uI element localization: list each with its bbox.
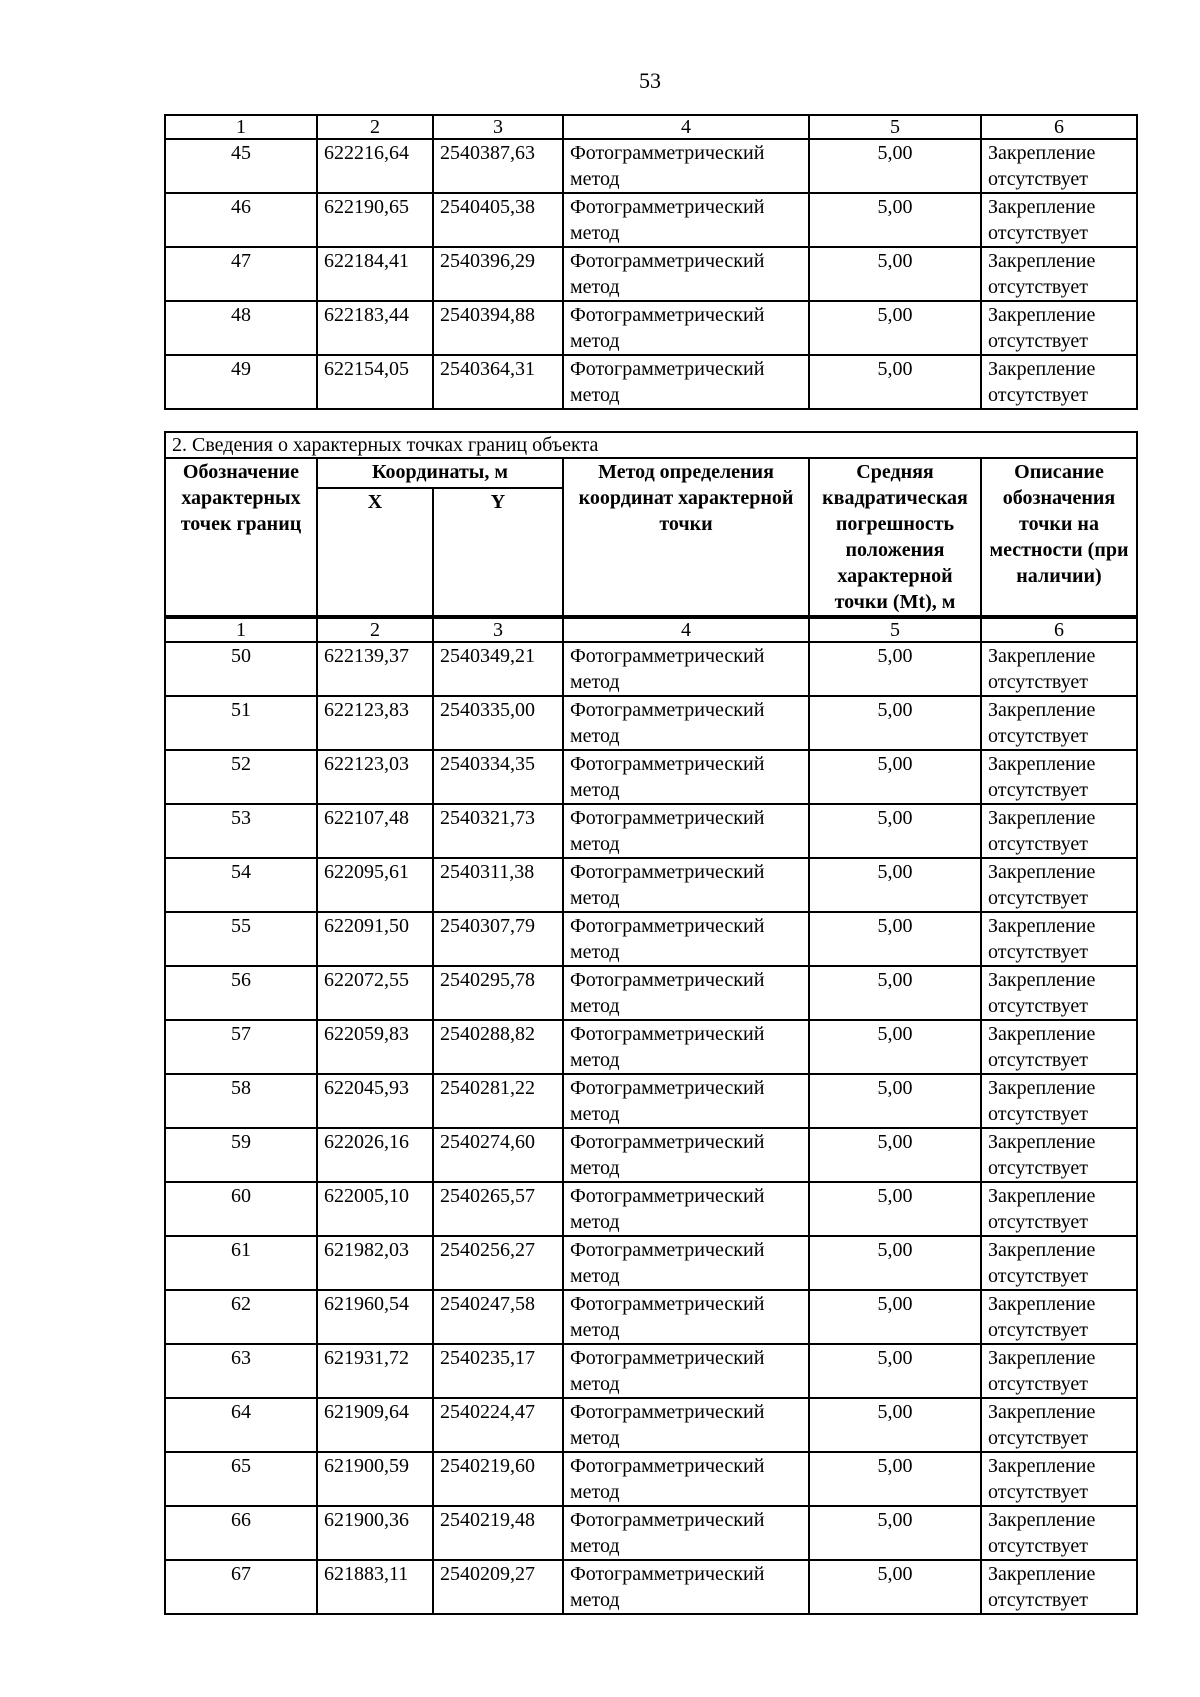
- y-coordinate: 2540335,00: [433, 696, 563, 750]
- x-coordinate: 621900,59: [317, 1452, 433, 1506]
- point-number: 63: [165, 1344, 317, 1398]
- characteristic-points-table: [164, 617, 1138, 1615]
- mean-square-error: 5,00: [809, 1560, 981, 1614]
- x-coordinate: 621909,64: [317, 1398, 433, 1452]
- mean-square-error: 5,00: [809, 1290, 981, 1344]
- method: Фотограмметрический метод: [563, 1452, 809, 1506]
- point-number: 61: [165, 1236, 317, 1290]
- method: Фотограмметрический метод: [563, 1560, 809, 1614]
- point-number: 54: [165, 858, 317, 912]
- mean-square-error: 5,00: [809, 858, 981, 912]
- y-coordinate: 2540349,21: [433, 642, 563, 696]
- point-description: Закрепление отсутствует: [981, 858, 1137, 912]
- table-row: [165, 247, 1137, 301]
- x-coordinate: 622123,83: [317, 696, 433, 750]
- point-number: 49: [165, 355, 317, 409]
- point-description: Закрепление отсутствует: [981, 1506, 1137, 1560]
- table-row: [165, 750, 1137, 804]
- header-coordinates: Координаты, м: [317, 458, 563, 488]
- x-coordinate: 621883,11: [317, 1560, 433, 1614]
- point-description: Закрепление отсутствует: [981, 247, 1137, 301]
- header-x: X: [317, 488, 433, 616]
- mean-square-error: 5,00: [809, 1344, 981, 1398]
- section-caption: 2. Сведения о характерных точках границ объекта: [165, 432, 1137, 458]
- y-coordinate: 2540405,38: [433, 193, 563, 247]
- method: Фотограмметрический метод: [563, 247, 809, 301]
- column-number: 4: [563, 115, 809, 139]
- mean-square-error: 5,00: [809, 804, 981, 858]
- point-number: 46: [165, 193, 317, 247]
- y-coordinate: 2540209,27: [433, 1560, 563, 1614]
- header-error: Средняя квадратическая погрешность положения характерной точки (Mt), м: [809, 458, 981, 616]
- point-description: Закрепление отсутствует: [981, 750, 1137, 804]
- point-number: 67: [165, 1560, 317, 1614]
- column-number: 5: [809, 618, 981, 642]
- x-coordinate: 622095,61: [317, 858, 433, 912]
- y-coordinate: 2540247,58: [433, 1290, 563, 1344]
- mean-square-error: 5,00: [809, 642, 981, 696]
- y-coordinate: 2540334,35: [433, 750, 563, 804]
- y-coordinate: 2540288,82: [433, 1020, 563, 1074]
- x-coordinate: 622183,44: [317, 301, 433, 355]
- table-row: [165, 355, 1137, 409]
- x-coordinate: 622045,93: [317, 1074, 433, 1128]
- point-number: 47: [165, 247, 317, 301]
- x-coordinate: 622091,50: [317, 912, 433, 966]
- mean-square-error: 5,00: [809, 1074, 981, 1128]
- method: Фотограмметрический метод: [563, 193, 809, 247]
- table-row: [165, 858, 1137, 912]
- method: Фотограмметрический метод: [563, 1506, 809, 1560]
- method: Фотограмметрический метод: [563, 750, 809, 804]
- header-y: Y: [433, 488, 563, 616]
- point-description: Закрепление отсутствует: [981, 966, 1137, 1020]
- mean-square-error: 5,00: [809, 1452, 981, 1506]
- table-row: [165, 804, 1137, 858]
- y-coordinate: 2540281,22: [433, 1074, 563, 1128]
- method: Фотограмметрический метод: [563, 966, 809, 1020]
- mean-square-error: 5,00: [809, 247, 981, 301]
- column-number: 3: [433, 115, 563, 139]
- method: Фотограмметрический метод: [563, 858, 809, 912]
- x-coordinate: 622216,64: [317, 139, 433, 193]
- mean-square-error: 5,00: [809, 966, 981, 1020]
- mean-square-error: 5,00: [809, 912, 981, 966]
- point-description: Закрепление отсутствует: [981, 1074, 1137, 1128]
- x-coordinate: 622005,10: [317, 1182, 433, 1236]
- y-coordinate: 2540364,31: [433, 355, 563, 409]
- y-coordinate: 2540224,47: [433, 1398, 563, 1452]
- column-number: 4: [563, 618, 809, 642]
- column-number: 2: [317, 618, 433, 642]
- method: Фотограмметрический метод: [563, 1020, 809, 1074]
- mean-square-error: 5,00: [809, 301, 981, 355]
- point-number: 53: [165, 804, 317, 858]
- method: Фотограмметрический метод: [563, 301, 809, 355]
- column-number: 1: [165, 115, 317, 139]
- point-description: Закрепление отсутствует: [981, 696, 1137, 750]
- column-number-row: [165, 115, 1137, 139]
- x-coordinate: 622154,05: [317, 355, 433, 409]
- point-description: Закрепление отсутствует: [981, 1398, 1137, 1452]
- column-number: 1: [165, 618, 317, 642]
- table-row: [165, 139, 1137, 193]
- characteristic-points-header-table: [164, 431, 1138, 617]
- table-row: [165, 1020, 1137, 1074]
- mean-square-error: 5,00: [809, 139, 981, 193]
- x-coordinate: 622059,83: [317, 1020, 433, 1074]
- table-row: [165, 1290, 1137, 1344]
- point-description: Закрепление отсутствует: [981, 1128, 1137, 1182]
- mean-square-error: 5,00: [809, 750, 981, 804]
- point-number: 57: [165, 1020, 317, 1074]
- method: Фотограмметрический метод: [563, 1344, 809, 1398]
- x-coordinate: 622026,16: [317, 1128, 433, 1182]
- method: Фотограмметрический метод: [563, 139, 809, 193]
- y-coordinate: 2540265,57: [433, 1182, 563, 1236]
- table-row: [165, 642, 1137, 696]
- mean-square-error: 5,00: [809, 1020, 981, 1074]
- table-row: [165, 301, 1137, 355]
- y-coordinate: 2540219,60: [433, 1452, 563, 1506]
- table-row: [165, 966, 1137, 1020]
- method: Фотограмметрический метод: [563, 1182, 809, 1236]
- x-coordinate: 621982,03: [317, 1236, 433, 1290]
- x-coordinate: 622139,37: [317, 642, 433, 696]
- point-description: Закрепление отсутствует: [981, 1290, 1137, 1344]
- y-coordinate: 2540274,60: [433, 1128, 563, 1182]
- x-coordinate: 622072,55: [317, 966, 433, 1020]
- x-coordinate: 621931,72: [317, 1344, 433, 1398]
- x-coordinate: 621900,36: [317, 1506, 433, 1560]
- mean-square-error: 5,00: [809, 1398, 981, 1452]
- point-number: 56: [165, 966, 317, 1020]
- column-number: 6: [981, 618, 1137, 642]
- y-coordinate: 2540387,63: [433, 139, 563, 193]
- method: Фотограмметрический метод: [563, 1398, 809, 1452]
- point-number: 55: [165, 912, 317, 966]
- header-method: Метод определения координат характерной точки: [563, 458, 809, 616]
- table-row: [165, 193, 1137, 247]
- page-number: 53: [639, 68, 661, 93]
- table-row: [165, 1506, 1137, 1560]
- y-coordinate: 2540396,29: [433, 247, 563, 301]
- point-description: Закрепление отсутствует: [981, 912, 1137, 966]
- point-description: Закрепление отсутствует: [981, 1182, 1137, 1236]
- coordinates-table-continued: [164, 114, 1138, 410]
- method: Фотограмметрический метод: [563, 696, 809, 750]
- mean-square-error: 5,00: [809, 193, 981, 247]
- point-number: 45: [165, 139, 317, 193]
- point-number: 64: [165, 1398, 317, 1452]
- mean-square-error: 5,00: [809, 355, 981, 409]
- point-description: Закрепление отсутствует: [981, 1236, 1137, 1290]
- point-description: Закрепление отсутствует: [981, 1020, 1137, 1074]
- y-coordinate: 2540235,17: [433, 1344, 563, 1398]
- mean-square-error: 5,00: [809, 1506, 981, 1560]
- y-coordinate: 2540307,79: [433, 912, 563, 966]
- point-number: 52: [165, 750, 317, 804]
- column-number: 5: [809, 115, 981, 139]
- y-coordinate: 2540256,27: [433, 1236, 563, 1290]
- y-coordinate: 2540394,88: [433, 301, 563, 355]
- table-row: [165, 1074, 1137, 1128]
- x-coordinate: 622107,48: [317, 804, 433, 858]
- y-coordinate: 2540295,78: [433, 966, 563, 1020]
- method: Фотограмметрический метод: [563, 912, 809, 966]
- table-row: [165, 1344, 1137, 1398]
- point-description: Закрепление отсутствует: [981, 804, 1137, 858]
- point-description: Закрепление отсутствует: [981, 139, 1137, 193]
- mean-square-error: 5,00: [809, 1182, 981, 1236]
- column-number-row: [165, 618, 1137, 642]
- point-number: 58: [165, 1074, 317, 1128]
- y-coordinate: 2540311,38: [433, 858, 563, 912]
- table-row: [165, 1560, 1137, 1614]
- x-coordinate: 622190,65: [317, 193, 433, 247]
- y-coordinate: 2540321,73: [433, 804, 563, 858]
- column-number: 6: [981, 115, 1137, 139]
- x-coordinate: 622184,41: [317, 247, 433, 301]
- method: Фотограмметрический метод: [563, 355, 809, 409]
- table-row: [165, 1128, 1137, 1182]
- x-coordinate: 621960,54: [317, 1290, 433, 1344]
- mean-square-error: 5,00: [809, 696, 981, 750]
- table-row: [165, 1452, 1137, 1506]
- table-row: [165, 696, 1137, 750]
- point-description: Закрепление отсутствует: [981, 1344, 1137, 1398]
- method: Фотограмметрический метод: [563, 804, 809, 858]
- method: Фотограмметрический метод: [563, 642, 809, 696]
- point-description: Закрепление отсутствует: [981, 642, 1137, 696]
- mean-square-error: 5,00: [809, 1236, 981, 1290]
- point-number: 59: [165, 1128, 317, 1182]
- header-description: Описание обозначения точки на местности (при наличии): [981, 458, 1137, 616]
- method: Фотограмметрический метод: [563, 1290, 809, 1344]
- point-number: 66: [165, 1506, 317, 1560]
- mean-square-error: 5,00: [809, 1128, 981, 1182]
- point-number: 51: [165, 696, 317, 750]
- point-description: Закрепление отсутствует: [981, 355, 1137, 409]
- method: Фотограмметрический метод: [563, 1236, 809, 1290]
- point-number: 60: [165, 1182, 317, 1236]
- point-description: Закрепление отсутствует: [981, 1560, 1137, 1614]
- point-description: Закрепление отсутствует: [981, 193, 1137, 247]
- table-row: [165, 1182, 1137, 1236]
- header-point: Обозначение характерных точек границ: [165, 458, 317, 616]
- point-number: 62: [165, 1290, 317, 1344]
- table-row: [165, 1398, 1137, 1452]
- column-number: 3: [433, 618, 563, 642]
- x-coordinate: 622123,03: [317, 750, 433, 804]
- point-description: Закрепление отсутствует: [981, 1452, 1137, 1506]
- point-description: Закрепление отсутствует: [981, 301, 1137, 355]
- point-number: 50: [165, 642, 317, 696]
- table-row: [165, 1236, 1137, 1290]
- y-coordinate: 2540219,48: [433, 1506, 563, 1560]
- point-number: 65: [165, 1452, 317, 1506]
- column-number: 2: [317, 115, 433, 139]
- point-number: 48: [165, 301, 317, 355]
- method: Фотограмметрический метод: [563, 1074, 809, 1128]
- table-row: [165, 912, 1137, 966]
- method: Фотограмметрический метод: [563, 1128, 809, 1182]
